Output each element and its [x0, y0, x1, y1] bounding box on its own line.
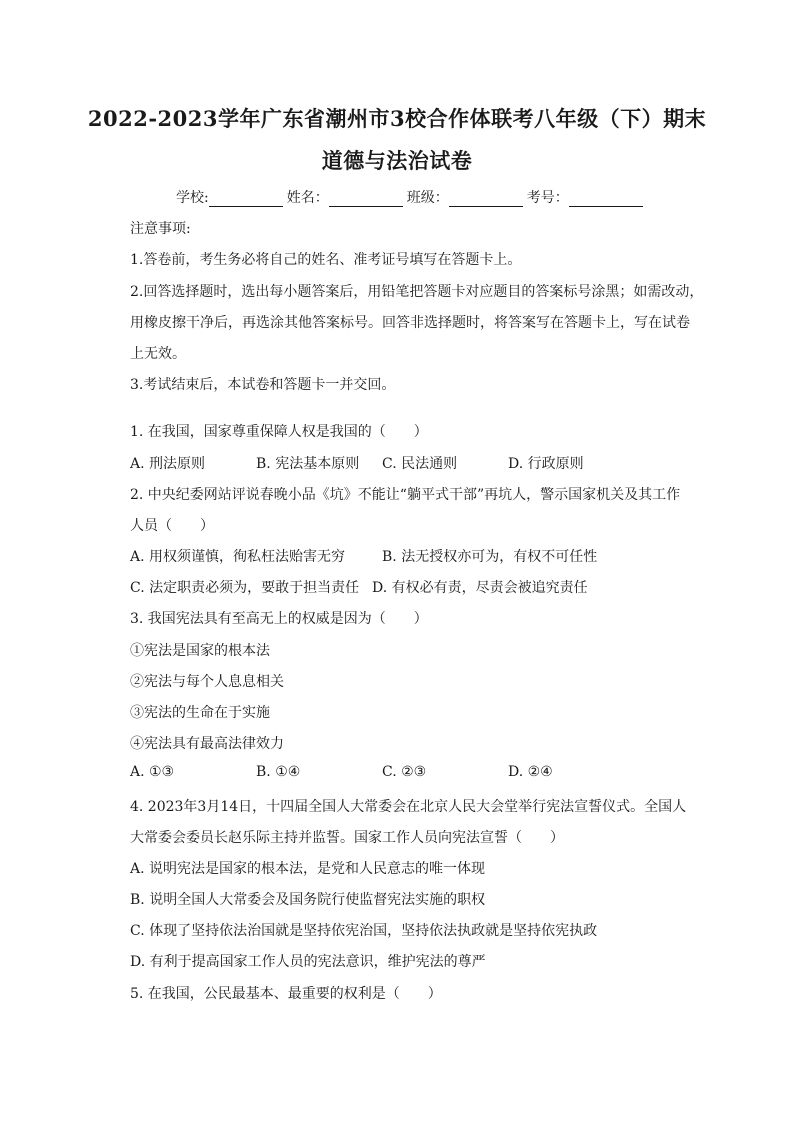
question-4-stem-cont: 大常委会委员长赵乐际主持并监誓。国家工作人员向宪法宣誓（ ）	[130, 830, 564, 846]
exam-title-line-2: 道德与法治试卷	[321, 148, 473, 173]
option-b: B. 法无授权亦可为，有权不可任性	[382, 549, 598, 565]
option-c: C. ②③	[382, 764, 427, 780]
option-c: C. 民法通则	[382, 456, 458, 472]
option-b: B. 宪法基本原则	[256, 456, 360, 472]
school-label: 学校:	[176, 190, 209, 206]
option-a: A. ①③	[130, 764, 175, 780]
notice-item: 上无效。	[130, 346, 186, 362]
option-d: D. 行政原则	[508, 456, 584, 472]
name-blank	[329, 192, 403, 207]
notice-item: 3.考试结束后，本试卷和答题卡一并交回。	[130, 377, 396, 393]
exam-number-blank	[569, 192, 643, 207]
option-b: B. ①④	[256, 764, 301, 780]
question-2-stem-cont: 人员（ ）	[130, 518, 214, 534]
option-d: D. ②④	[508, 764, 553, 780]
notice-item: 1.答卷前，考生务必将自己的姓名、准考证号填写在答题卡上。	[130, 252, 522, 268]
exam-title-line-1: 2022-2023学年广东省潮州市3校合作体联考八年级（下）期末	[87, 106, 707, 131]
question-1-stem: 1. 在我国，国家尊重保障人权是我国的（ ）	[130, 424, 428, 440]
statement-3: ③宪法的生命在于实施	[130, 705, 270, 721]
exam-number-label: 考号：	[526, 190, 569, 206]
option-c: C. 体现了坚持依法治国就是坚持依宪治国，坚持依法执政就是坚持依宪执政	[130, 923, 598, 939]
option-a: A. 刑法原则	[130, 456, 206, 472]
option-a: A. 说明宪法是国家的根本法，是党和人民意志的唯一体现	[130, 861, 486, 877]
notice-item: 2.回答选择题时，选出每小题答案后，用铅笔把答题卡对应题目的答案标号涂黑；如需改动，	[130, 284, 704, 300]
school-blank	[209, 192, 283, 207]
question-2-stem: 2. 中央纪委网站评说春晚小品《坑》不能让“躺平式干部”再坑人，警示国家机关及其工作	[130, 487, 681, 503]
option-d: D. 有权必有责，尽责会被追究责任	[372, 580, 588, 596]
class-blank	[449, 192, 523, 207]
option-c: C. 法定职责必须为，要敢于担当责任	[130, 580, 360, 596]
question-5-stem: 5. 在我国，公民最基本、最重要的权利是（ ）	[130, 986, 442, 1002]
question-4-stem: 4. 2023年3月14日，十四届全国人大常委会在北京人民大会堂举行宪法宣誓仪式。全国人	[130, 799, 687, 815]
statement-4: ④宪法具有最高法律效力	[130, 736, 284, 752]
notice-item: 用橡皮擦干净后，再选涂其他答案标号。回答非选择题时，将答案写在答题卡上，写在试卷	[130, 315, 690, 331]
question-3-stem: 3. 我国宪法具有至高无上的权威是因为（ ）	[130, 611, 428, 627]
student-info-row	[176, 187, 647, 207]
class-label: 班级：	[406, 190, 449, 206]
option-b: B. 说明全国人大常委会及国务院行使监督宪法实施的职权	[130, 892, 486, 908]
option-d: D. 有利于提高国家工作人员的宪法意识，维护宪法的尊严	[130, 954, 486, 970]
notice-heading: 注意事项:	[130, 221, 191, 237]
name-label: 姓名：	[286, 190, 329, 206]
option-a: A. 用权须谨慎，徇私枉法贻害无穷	[130, 549, 346, 565]
statement-1: ①宪法是国家的根本法	[130, 643, 270, 659]
statement-2: ②宪法与每个人息息相关	[130, 674, 284, 690]
